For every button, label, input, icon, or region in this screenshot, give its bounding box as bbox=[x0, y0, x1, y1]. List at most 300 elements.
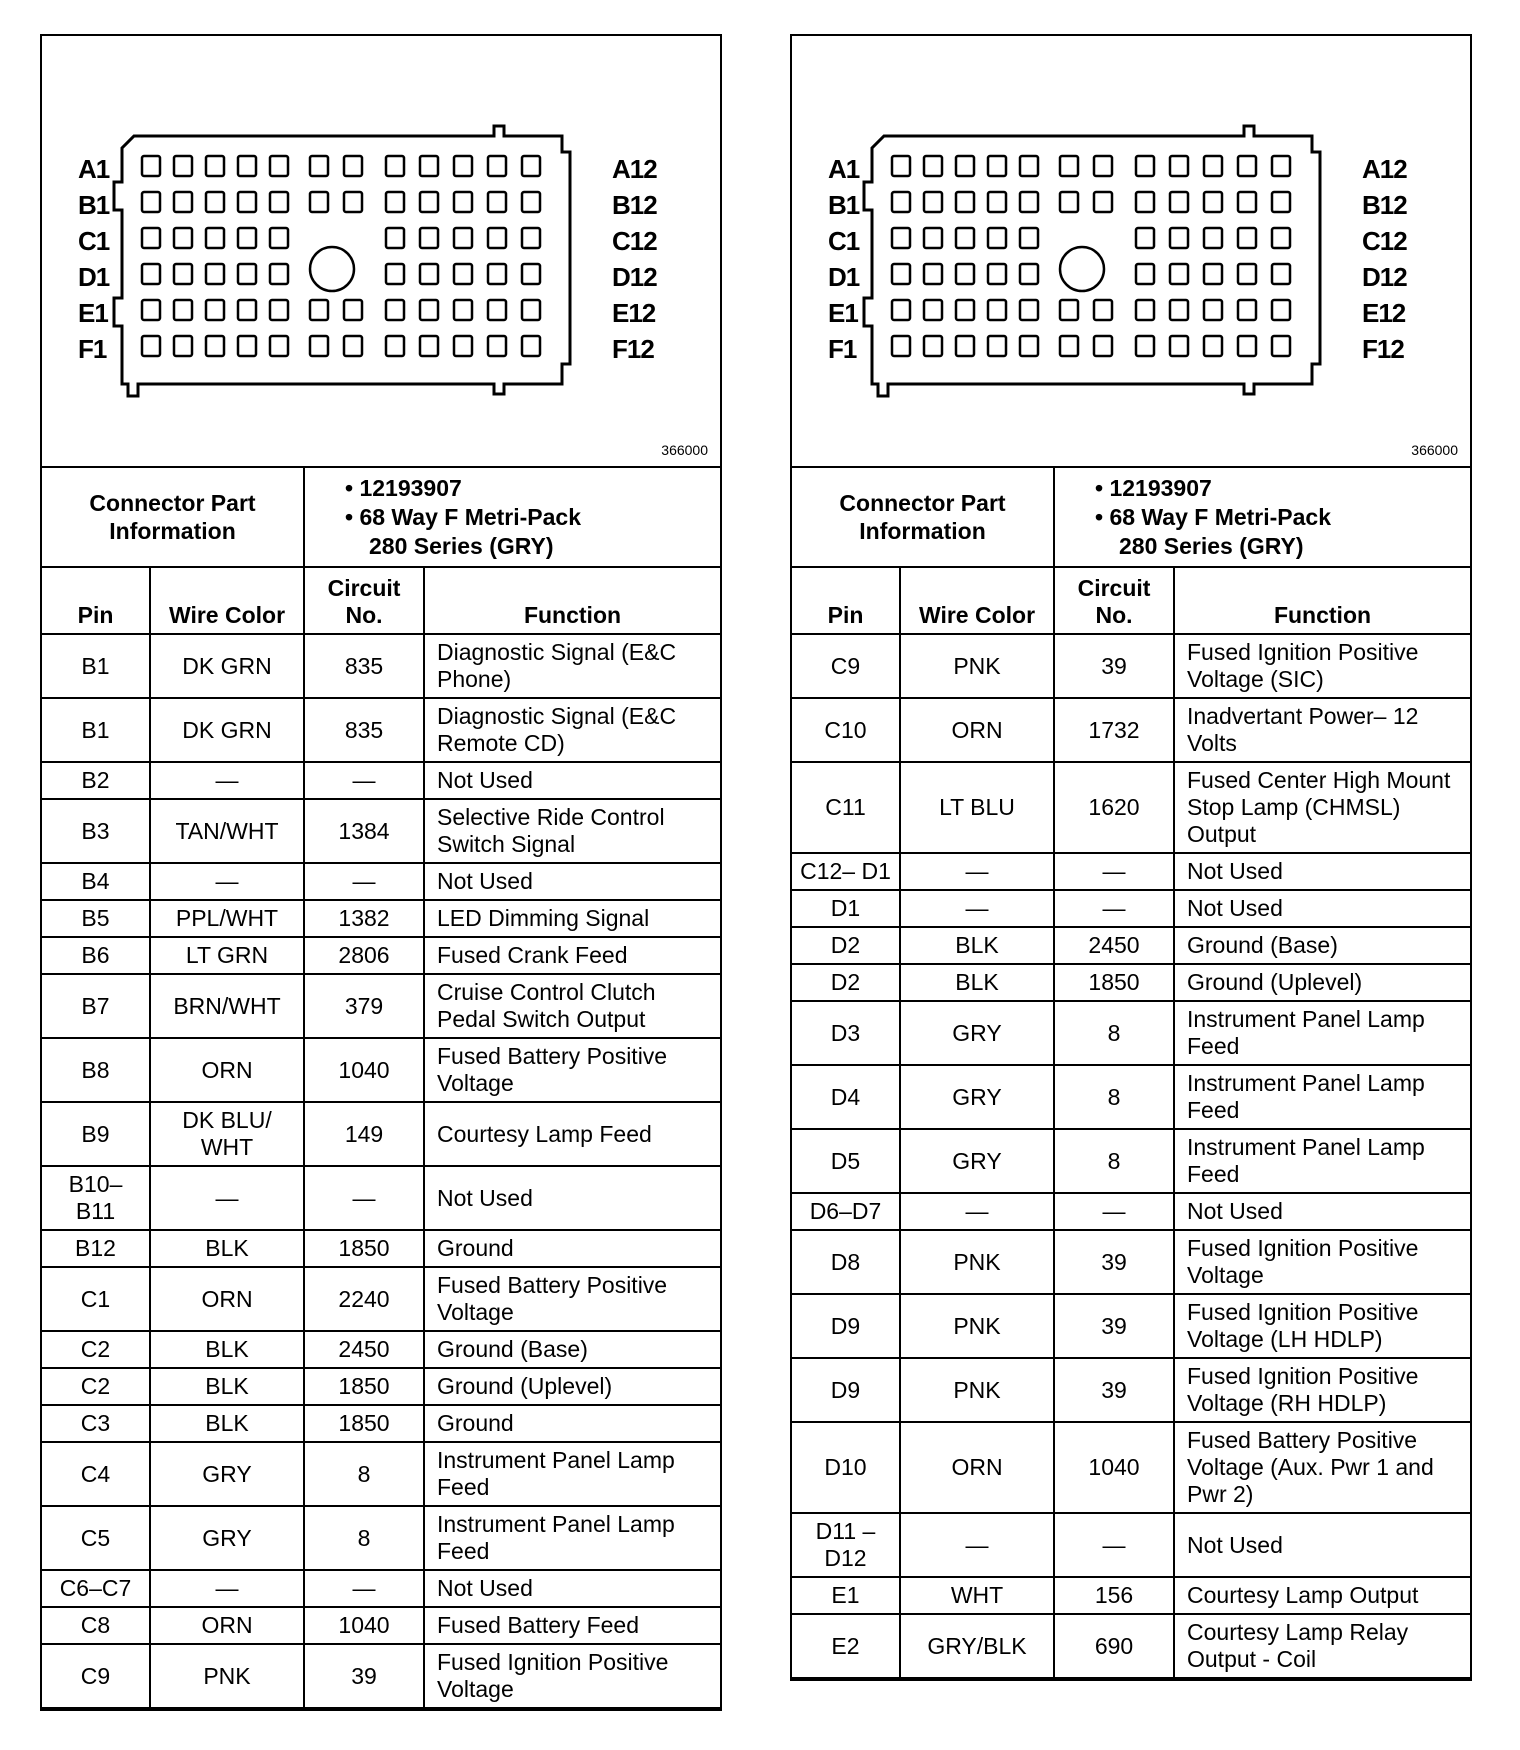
connector-series: 280 Series (GRY) bbox=[369, 532, 554, 559]
wire-color-cell: GRY bbox=[900, 1001, 1054, 1065]
pin-row bbox=[42, 1102, 720, 1166]
cavity bbox=[310, 192, 328, 212]
part-number: 12193907 bbox=[359, 474, 462, 501]
circuit-no-cell: 8 bbox=[1054, 1001, 1174, 1065]
header-wire-color: Wire Color bbox=[900, 567, 1054, 634]
cavity bbox=[488, 264, 506, 284]
part-info-list bbox=[1054, 468, 1470, 566]
wire-color-cell: DK GRN bbox=[150, 634, 304, 698]
cavity bbox=[1238, 228, 1256, 248]
function-cell: Fused Battery Feed bbox=[424, 1607, 720, 1644]
cavity bbox=[1238, 192, 1256, 212]
cavity bbox=[1136, 228, 1154, 248]
cavity bbox=[238, 264, 256, 284]
cavity bbox=[206, 228, 224, 248]
row-label-d12: D12 bbox=[1362, 262, 1407, 292]
row-label-b12: B12 bbox=[612, 190, 657, 220]
pin-cell: E1 bbox=[792, 1577, 900, 1614]
cavity bbox=[988, 300, 1006, 320]
function-cell: Inadvertant Power– 12 Volts bbox=[1174, 698, 1470, 762]
circuit-no-cell: 1040 bbox=[304, 1038, 424, 1102]
circuit-no-cell: 2450 bbox=[1054, 927, 1174, 964]
cavity bbox=[386, 336, 404, 356]
header-pin: Pin bbox=[792, 567, 900, 634]
function-cell: Not Used bbox=[1174, 1193, 1470, 1230]
pin-table bbox=[42, 566, 720, 1709]
cavity bbox=[270, 336, 288, 356]
cavity bbox=[1272, 228, 1290, 248]
cavity bbox=[1272, 336, 1290, 356]
wire-color-cell: BLK bbox=[150, 1331, 304, 1368]
cavity bbox=[1020, 228, 1038, 248]
pin-cell: D2 bbox=[792, 927, 900, 964]
cavity bbox=[1094, 156, 1112, 176]
pin-cell: B3 bbox=[42, 799, 150, 863]
cavity bbox=[310, 336, 328, 356]
cavity bbox=[344, 336, 362, 356]
pin-row bbox=[42, 1405, 720, 1442]
connector-diagram bbox=[42, 36, 720, 468]
cavity bbox=[420, 336, 438, 356]
pin-cell: B4 bbox=[42, 863, 150, 900]
pin-row bbox=[42, 698, 720, 762]
cavity bbox=[1170, 192, 1188, 212]
connector-panel-left bbox=[40, 34, 722, 1711]
wire-color-cell: ORN bbox=[150, 1038, 304, 1102]
cavity bbox=[1136, 264, 1154, 284]
part-number: 12193907 bbox=[1109, 474, 1212, 501]
pin-row bbox=[792, 853, 1470, 890]
row-label-f1: F1 bbox=[828, 334, 857, 364]
function-cell: Diagnostic Signal (E&C Phone) bbox=[424, 634, 720, 698]
circuit-no-cell: 1384 bbox=[304, 799, 424, 863]
wire-color-cell: PPL/WHT bbox=[150, 900, 304, 937]
pin-row bbox=[42, 1331, 720, 1368]
pin-row bbox=[792, 927, 1470, 964]
row-label-a12: A12 bbox=[612, 154, 657, 184]
row-label-f1: F1 bbox=[78, 334, 107, 364]
pin-table bbox=[792, 566, 1470, 1679]
cavity bbox=[386, 192, 404, 212]
function-cell: LED Dimming Signal bbox=[424, 900, 720, 937]
circuit-no-cell: 1850 bbox=[304, 1405, 424, 1442]
cavity bbox=[1238, 300, 1256, 320]
cavity bbox=[892, 264, 910, 284]
function-cell: Fused Battery Positive Voltage bbox=[424, 1038, 720, 1102]
circuit-no-cell: 8 bbox=[1054, 1065, 1174, 1129]
function-cell: Not Used bbox=[424, 762, 720, 799]
cavity bbox=[1060, 192, 1078, 212]
pin-cell: C10 bbox=[792, 698, 900, 762]
cavity bbox=[924, 264, 942, 284]
function-cell: Ground (Uplevel) bbox=[1174, 964, 1470, 1001]
cavity bbox=[1020, 156, 1038, 176]
function-cell: Courtesy Lamp Relay Output - Coil bbox=[1174, 1614, 1470, 1678]
pin-cell: B1 bbox=[42, 634, 150, 698]
row-label-c12: C12 bbox=[612, 226, 657, 256]
circuit-no-cell: 690 bbox=[1054, 1614, 1174, 1678]
function-cell: Fused Center High Mount Stop Lamp (CHMSL) Output bbox=[1174, 762, 1470, 853]
cavity bbox=[1060, 300, 1078, 320]
circuit-no-cell: 39 bbox=[1054, 1230, 1174, 1294]
pin-row bbox=[42, 1570, 720, 1607]
cavity bbox=[522, 264, 540, 284]
pin-row bbox=[792, 1001, 1470, 1065]
circuit-no-cell: 2806 bbox=[304, 937, 424, 974]
cavity bbox=[1094, 192, 1112, 212]
pin-cell: D9 bbox=[792, 1358, 900, 1422]
cavity bbox=[1020, 336, 1038, 356]
pin-cell: D8 bbox=[792, 1230, 900, 1294]
cavity bbox=[1204, 192, 1222, 212]
function-cell: Instrument Panel Lamp Feed bbox=[1174, 1065, 1470, 1129]
pin-cell: D5 bbox=[792, 1129, 900, 1193]
cavity bbox=[142, 228, 160, 248]
pin-cell: B8 bbox=[42, 1038, 150, 1102]
function-cell: Fused Ignition Positive Voltage (RH HDLP) bbox=[1174, 1358, 1470, 1422]
pin-row bbox=[792, 1513, 1470, 1577]
function-cell: Not Used bbox=[1174, 890, 1470, 927]
circuit-no-cell: 1040 bbox=[304, 1607, 424, 1644]
cavity bbox=[956, 192, 974, 212]
cavity bbox=[956, 336, 974, 356]
pin-table-body bbox=[42, 634, 720, 1708]
circuit-no-cell: 8 bbox=[1054, 1129, 1174, 1193]
function-cell: Fused Ignition Positive Voltage bbox=[424, 1644, 720, 1708]
circuit-no-cell: 2240 bbox=[304, 1267, 424, 1331]
cavity bbox=[454, 300, 472, 320]
row-label-b1: B1 bbox=[78, 190, 110, 220]
cavity bbox=[1204, 228, 1222, 248]
cavity bbox=[454, 192, 472, 212]
pin-row bbox=[792, 762, 1470, 853]
circuit-no-cell: 379 bbox=[304, 974, 424, 1038]
cavity bbox=[522, 228, 540, 248]
function-cell: Not Used bbox=[424, 863, 720, 900]
pin-row bbox=[792, 1065, 1470, 1129]
cavity bbox=[344, 192, 362, 212]
cavity bbox=[386, 156, 404, 176]
pin-cell: D3 bbox=[792, 1001, 900, 1065]
wire-color-cell: — bbox=[900, 853, 1054, 890]
cavity bbox=[988, 192, 1006, 212]
header-wire-color: Wire Color bbox=[150, 567, 304, 634]
cavity bbox=[1170, 300, 1188, 320]
pin-row bbox=[792, 1294, 1470, 1358]
pin-cell: C6–C7 bbox=[42, 1570, 150, 1607]
part-number-item: • 12193907 bbox=[345, 474, 462, 501]
function-cell: Ground (Base) bbox=[424, 1331, 720, 1368]
pin-cell: C1 bbox=[42, 1267, 150, 1331]
cavity bbox=[924, 300, 942, 320]
pin-row bbox=[42, 1442, 720, 1506]
circuit-no-cell: 1620 bbox=[1054, 762, 1174, 853]
wire-color-cell: PNK bbox=[150, 1644, 304, 1708]
pin-cell: B10– B11 bbox=[42, 1166, 150, 1230]
cavity bbox=[454, 228, 472, 248]
pin-cell: B6 bbox=[42, 937, 150, 974]
cavity bbox=[892, 192, 910, 212]
wire-color-cell: GRY bbox=[150, 1442, 304, 1506]
cavity bbox=[1060, 156, 1078, 176]
cavity bbox=[1094, 336, 1112, 356]
cavity bbox=[420, 228, 438, 248]
cavity bbox=[488, 228, 506, 248]
cavity bbox=[956, 228, 974, 248]
circuit-no-cell: 1850 bbox=[304, 1368, 424, 1405]
row-label-d1: D1 bbox=[828, 262, 860, 292]
wire-color-cell: — bbox=[150, 762, 304, 799]
circuit-no-cell: — bbox=[304, 863, 424, 900]
cavity bbox=[924, 228, 942, 248]
function-cell: Fused Ignition Positive Voltage (LH HDLP) bbox=[1174, 1294, 1470, 1358]
pin-cell: B2 bbox=[42, 762, 150, 799]
connector-type-item: • 68 Way F Metri-Pack bbox=[345, 503, 582, 530]
row-label-f12: F12 bbox=[612, 334, 654, 364]
pin-cell: D2 bbox=[792, 964, 900, 1001]
connector-panel-right bbox=[790, 34, 1472, 1681]
function-cell: Fused Battery Positive Voltage (Aux. Pwr 1 and Pwr 2) bbox=[1174, 1422, 1470, 1513]
figure-number: 366000 bbox=[661, 442, 708, 458]
pin-cell: D11 – D12 bbox=[792, 1513, 900, 1577]
pin-row bbox=[42, 863, 720, 900]
pin-table-body bbox=[792, 634, 1470, 1678]
cavity bbox=[488, 336, 506, 356]
circuit-no-cell: 1850 bbox=[304, 1230, 424, 1267]
function-cell: Not Used bbox=[1174, 853, 1470, 890]
connector-type: 68 Way F Metri-Pack bbox=[359, 503, 582, 530]
cavity bbox=[344, 156, 362, 176]
function-cell: Cruise Control Clutch Pedal Switch Output bbox=[424, 974, 720, 1038]
cavity bbox=[238, 228, 256, 248]
circuit-no-cell: 39 bbox=[1054, 1294, 1174, 1358]
cavity bbox=[956, 300, 974, 320]
circuit-no-cell: — bbox=[1054, 1513, 1174, 1577]
cavity bbox=[892, 300, 910, 320]
cavity bbox=[270, 300, 288, 320]
cavity bbox=[420, 300, 438, 320]
cavity bbox=[1020, 192, 1038, 212]
cavity bbox=[988, 228, 1006, 248]
wire-color-cell: ORN bbox=[900, 698, 1054, 762]
wire-color-cell: GRY/BLK bbox=[900, 1614, 1054, 1678]
circuit-no-cell: 2450 bbox=[304, 1331, 424, 1368]
row-label-e1: E1 bbox=[78, 298, 108, 328]
wire-color-cell: — bbox=[900, 890, 1054, 927]
wire-color-cell: PNK bbox=[900, 1230, 1054, 1294]
cavity bbox=[270, 192, 288, 212]
row-label-e12: E12 bbox=[1362, 298, 1406, 328]
wire-color-cell: ORN bbox=[150, 1267, 304, 1331]
cavity bbox=[1272, 192, 1290, 212]
pin-row bbox=[792, 698, 1470, 762]
function-cell: Ground (Base) bbox=[1174, 927, 1470, 964]
pin-cell: C3 bbox=[42, 1405, 150, 1442]
pin-row bbox=[42, 1644, 720, 1708]
pin-row bbox=[42, 762, 720, 799]
pin-cell: D6–D7 bbox=[792, 1193, 900, 1230]
cavity bbox=[1170, 228, 1188, 248]
cavity bbox=[1238, 264, 1256, 284]
circuit-no-cell: 8 bbox=[304, 1442, 424, 1506]
cavity bbox=[420, 156, 438, 176]
wire-color-cell: — bbox=[150, 863, 304, 900]
pin-row bbox=[42, 634, 720, 698]
locator-circle bbox=[310, 247, 354, 291]
cavity bbox=[386, 300, 404, 320]
connector-type: 68 Way F Metri-Pack bbox=[1109, 503, 1332, 530]
cavity bbox=[174, 336, 192, 356]
pin-cell: C11 bbox=[792, 762, 900, 853]
wire-color-cell: — bbox=[150, 1570, 304, 1607]
connector-part-info bbox=[792, 468, 1470, 566]
pin-cell: D10 bbox=[792, 1422, 900, 1513]
cavity bbox=[488, 192, 506, 212]
function-cell: Ground (Uplevel) bbox=[424, 1368, 720, 1405]
pin-cell: C12– D1 bbox=[792, 853, 900, 890]
pin-row bbox=[42, 1368, 720, 1405]
pin-row bbox=[42, 1230, 720, 1267]
header-circuit-no: Circuit No. bbox=[1054, 567, 1174, 634]
pin-row bbox=[42, 974, 720, 1038]
circuit-no-cell: 1732 bbox=[1054, 698, 1174, 762]
function-cell: Not Used bbox=[424, 1570, 720, 1607]
cavity bbox=[142, 336, 160, 356]
row-label-f12: F12 bbox=[1362, 334, 1404, 364]
cavity bbox=[988, 156, 1006, 176]
locator-circle bbox=[1060, 247, 1104, 291]
wire-color-cell: DK BLU/ WHT bbox=[150, 1102, 304, 1166]
figure-number: 366000 bbox=[1411, 442, 1458, 458]
pin-cell: B1 bbox=[42, 698, 150, 762]
cavity bbox=[924, 336, 942, 356]
cavity bbox=[206, 300, 224, 320]
circuit-no-cell: 835 bbox=[304, 698, 424, 762]
cavity bbox=[206, 192, 224, 212]
pin-cell: C2 bbox=[42, 1331, 150, 1368]
wire-color-cell: ORN bbox=[150, 1607, 304, 1644]
row-label-a12: A12 bbox=[1362, 154, 1407, 184]
cavity bbox=[174, 300, 192, 320]
pin-cell: D9 bbox=[792, 1294, 900, 1358]
circuit-no-cell: 39 bbox=[1054, 1358, 1174, 1422]
pin-row bbox=[42, 900, 720, 937]
part-info-list bbox=[304, 468, 720, 566]
connector-diagram bbox=[792, 36, 1470, 468]
row-label-b12: B12 bbox=[1362, 190, 1407, 220]
function-cell: Instrument Panel Lamp Feed bbox=[1174, 1129, 1470, 1193]
cavity bbox=[1204, 336, 1222, 356]
cavity bbox=[310, 156, 328, 176]
pin-cell: B7 bbox=[42, 974, 150, 1038]
wire-color-cell: BLK bbox=[900, 964, 1054, 1001]
pin-row bbox=[792, 1614, 1470, 1678]
cavity bbox=[956, 264, 974, 284]
pin-cell: B5 bbox=[42, 900, 150, 937]
wire-color-cell: BLK bbox=[150, 1405, 304, 1442]
header-function: Function bbox=[1174, 567, 1470, 634]
circuit-no-cell: 8 bbox=[304, 1506, 424, 1570]
pin-row bbox=[42, 1607, 720, 1644]
pin-row bbox=[792, 964, 1470, 1001]
header-pin: Pin bbox=[42, 567, 150, 634]
pin-row bbox=[42, 1038, 720, 1102]
cavity bbox=[142, 192, 160, 212]
circuit-no-cell: — bbox=[1054, 890, 1174, 927]
wire-color-cell: PNK bbox=[900, 1294, 1054, 1358]
function-cell: Courtesy Lamp Output bbox=[1174, 1577, 1470, 1614]
wire-color-cell: GRY bbox=[900, 1129, 1054, 1193]
cavity bbox=[1094, 300, 1112, 320]
function-cell: Selective Ride Control Switch Signal bbox=[424, 799, 720, 863]
cavity bbox=[1238, 336, 1256, 356]
cavity bbox=[956, 156, 974, 176]
wire-color-cell: WHT bbox=[900, 1577, 1054, 1614]
pin-cell: C2 bbox=[42, 1368, 150, 1405]
function-cell: Instrument Panel Lamp Feed bbox=[424, 1442, 720, 1506]
circuit-no-cell: 156 bbox=[1054, 1577, 1174, 1614]
pin-row bbox=[42, 799, 720, 863]
row-label-c12: C12 bbox=[1362, 226, 1407, 256]
cavity bbox=[142, 156, 160, 176]
pin-cell: D4 bbox=[792, 1065, 900, 1129]
cavity bbox=[238, 336, 256, 356]
connector-part-info-label: Connector Part Information bbox=[42, 468, 304, 566]
pin-row bbox=[42, 937, 720, 974]
circuit-no-cell: 149 bbox=[304, 1102, 424, 1166]
wire-color-cell: GRY bbox=[900, 1065, 1054, 1129]
cavity bbox=[142, 300, 160, 320]
row-label-c1: C1 bbox=[828, 226, 860, 256]
pin-row bbox=[42, 1506, 720, 1570]
cavity bbox=[1272, 156, 1290, 176]
cavity bbox=[1170, 336, 1188, 356]
pin-row bbox=[792, 1230, 1470, 1294]
row-label-d1: D1 bbox=[78, 262, 110, 292]
row-label-e1: E1 bbox=[828, 298, 858, 328]
cavity bbox=[1170, 264, 1188, 284]
wire-color-cell: BLK bbox=[150, 1230, 304, 1267]
pin-cell: C4 bbox=[42, 1442, 150, 1506]
circuit-no-cell: 39 bbox=[304, 1644, 424, 1708]
pin-row bbox=[792, 1577, 1470, 1614]
cavity bbox=[454, 156, 472, 176]
wire-color-cell: TAN/WHT bbox=[150, 799, 304, 863]
cavity bbox=[206, 264, 224, 284]
cavity bbox=[206, 336, 224, 356]
pin-cell: C9 bbox=[42, 1644, 150, 1708]
circuit-no-cell: — bbox=[304, 762, 424, 799]
function-cell: Fused Ignition Positive Voltage (SIC) bbox=[1174, 634, 1470, 698]
cavity bbox=[522, 300, 540, 320]
circuit-no-cell: 1040 bbox=[1054, 1422, 1174, 1513]
cavity bbox=[988, 336, 1006, 356]
cavity bbox=[924, 156, 942, 176]
function-cell: Fused Battery Positive Voltage bbox=[424, 1267, 720, 1331]
pin-cell: B12 bbox=[42, 1230, 150, 1267]
circuit-no-cell: — bbox=[1054, 853, 1174, 890]
cavity bbox=[892, 156, 910, 176]
cavity bbox=[206, 156, 224, 176]
wire-color-cell: — bbox=[150, 1166, 304, 1230]
cavity bbox=[386, 264, 404, 284]
wire-color-cell: BLK bbox=[150, 1368, 304, 1405]
wire-color-cell: LT BLU bbox=[900, 762, 1054, 853]
cavity bbox=[238, 192, 256, 212]
row-label-b1: B1 bbox=[828, 190, 860, 220]
pin-cell: C8 bbox=[42, 1607, 150, 1644]
pin-row bbox=[792, 890, 1470, 927]
